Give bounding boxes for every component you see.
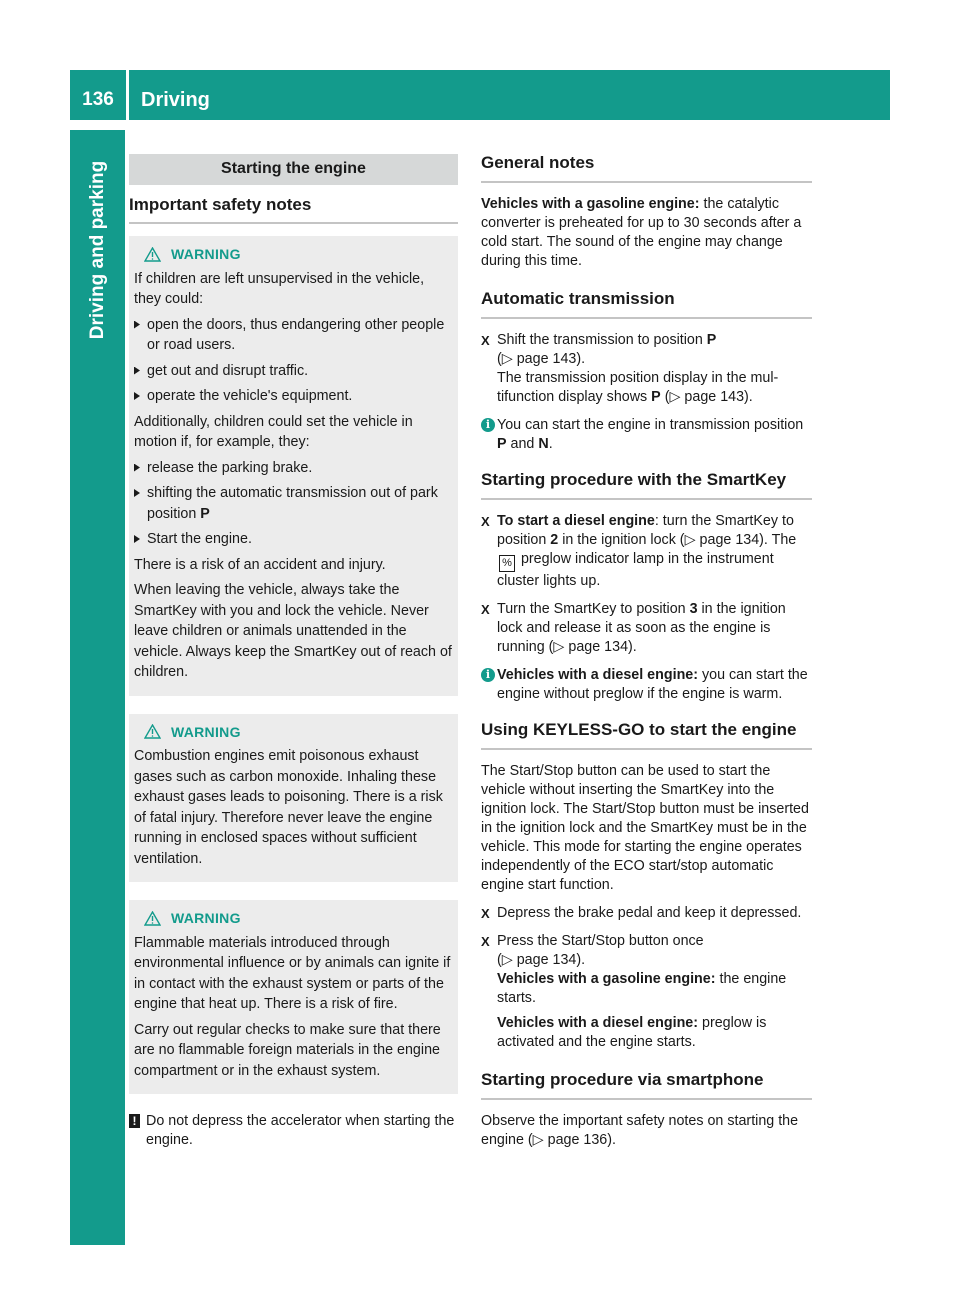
- subsection-title: Important safety notes: [129, 195, 458, 224]
- step-item: X Shift the transmission to position P (▷ page 143). The transmission position display in the multifunction display shows P (▷ page 143).: [481, 332, 779, 405]
- warning-header: [134, 244, 452, 265]
- info-note: i Vehicles with a diesel engine: you can start the engine without preglow if the engine is warm.: [481, 666, 812, 704]
- warning-title: WARNING: [171, 910, 241, 926]
- warning-box-exhaust: [129, 714, 458, 883]
- step-arrow-icon: X: [481, 934, 490, 949]
- section-title: Starting the engine: [129, 154, 458, 185]
- smartphone-procedure-title: Starting procedure via smartphone: [481, 1070, 812, 1100]
- exclamation-icon: !: [129, 1114, 140, 1128]
- warning-triangle-icon: [144, 911, 161, 926]
- warning-text: Combustion engines emit poisonous exhaust gases such as carbon monoxide. Inhaling these exhaust gases leads to poisoning. There is a risk of fatal injury. Therefore never leave the engine running in enclosed spaces without sufficient ventilation.: [134, 748, 443, 867]
- list-item: shifting the automatic transmission out of park position P: [134, 483, 452, 524]
- warning-box-fire: [129, 900, 458, 1094]
- warning-header: [134, 908, 452, 929]
- step-item: X Depress the brake pedal and keep it depressed.: [481, 905, 802, 921]
- step-item: X To start a diesel engine: turn the SmartKey to position 2 in the ignition lock (▷ page 134). The % preglow indicator lamp in the instrument cluster lights up.: [481, 513, 797, 589]
- warning-header: [134, 722, 452, 743]
- right-column: [481, 148, 812, 1150]
- keyless-go-title: Using KEYLESS-GO to start the engine: [481, 720, 812, 750]
- warning-text: There is a risk of an accident and injury.: [134, 556, 386, 573]
- warning-text: Additionally, children could set the vehicle in motion if, for example, they:: [134, 413, 413, 450]
- warning-title: WARNING: [171, 723, 241, 740]
- keyless-go-text: The Start/Stop button can be used to start the vehicle without inserting the SmartKey into the ignition lock. The Start/Stop button must be inserted in the ignition lock and the SmartKey must be in the vehicle. This mode for starting the engine operates independently of the ECO start/stop automatic engine start function.: [481, 763, 809, 893]
- step-arrow-icon: X: [481, 514, 490, 529]
- list-item: release the parking brake.: [134, 458, 452, 479]
- step-arrow-icon: X: [481, 602, 490, 617]
- page-number: 136: [82, 89, 114, 110]
- page-title: Driving: [141, 89, 210, 111]
- warning-triangle-icon: [144, 247, 161, 262]
- list-item: open the doors, thus endangering other people or road users.: [134, 315, 452, 356]
- chapter-side-label-wrap: [70, 130, 125, 360]
- step-item: X Turn the SmartKey to position 3 in the ignition lock and release it as soon as the engine is running (▷ page 134).: [481, 601, 786, 655]
- automatic-transmission-title: Automatic transmission: [481, 289, 812, 319]
- info-icon: i: [481, 668, 495, 682]
- warning-title: WARNING: [171, 246, 241, 262]
- step-item: X Press the Start/Stop button once (▷ page 134). Vehicles with a gasoline engine: the engine starts. Vehicles with a diesel engine: preglow is activated and the engine starts.: [481, 932, 812, 1052]
- warning-text: Carry out regular checks to make sure that there are no flammable foreign materials in the engine compartment or in the exhaust system.: [134, 1021, 441, 1079]
- warning-text: Flammable materials introduced through environmental influence or by animals can ignite if in contact with the exhaust system or parts of the engine that heat up. There is a risk of fire.: [134, 934, 451, 1012]
- info-icon: i: [481, 418, 495, 432]
- step-arrow-icon: X: [481, 333, 490, 348]
- info-note: i You can start the engine in transmission position P and N.: [481, 416, 812, 454]
- list-item: get out and disrupt traffic.: [134, 361, 452, 382]
- list-item: Start the engine.: [134, 529, 452, 550]
- general-notes-title: General notes: [481, 153, 812, 183]
- header-divider: [126, 70, 129, 120]
- preglow-lamp-icon: %: [499, 555, 515, 572]
- list-item: operate the vehicle's equipment.: [134, 386, 452, 407]
- warning-text: When leaving the vehicle, always take the SmartKey with you and lock the vehicle. Never leave children or animals unattended in the vehicle. Always keep the SmartKey out of reach of children.: [134, 582, 452, 680]
- notice-accelerator: [129, 1112, 458, 1150]
- step-arrow-icon: X: [481, 906, 490, 921]
- warning-text: If children are left unsupervised in the vehicle, they could:: [134, 270, 425, 307]
- chapter-side-label: Driving and parking: [86, 160, 108, 340]
- left-column: [129, 148, 458, 1150]
- diesel-note: Vehicles with a diesel engine: preglow is activated and the engine starts.: [497, 1015, 767, 1050]
- warning-triangle-icon: [144, 724, 161, 739]
- smartkey-procedure-title: Starting procedure with the SmartKey: [481, 470, 812, 500]
- notice-text: Do not depress the accelerator when starting the engine.: [146, 1113, 455, 1148]
- warning-box-children: [129, 236, 458, 696]
- general-notes-text: Vehicles with a gasoline engine: the catalytic converter is preheated for up to 30 seconds after a cold start. The sound of the engine may change during this time.: [481, 196, 802, 269]
- smartphone-text: Observe the important safety notes on starting the engine (▷ page 136).: [481, 1113, 799, 1148]
